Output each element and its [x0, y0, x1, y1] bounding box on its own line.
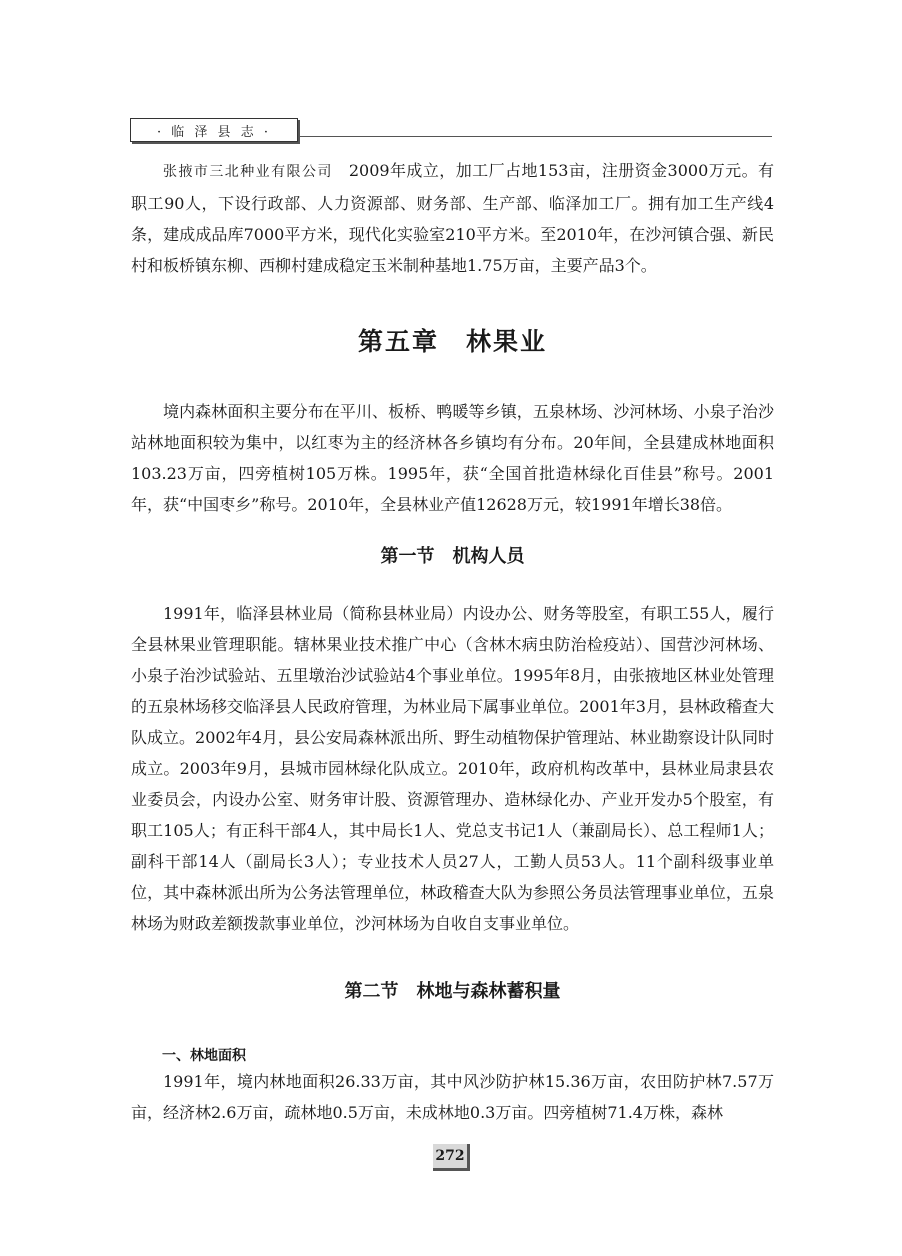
page-number-text: 272 [435, 1148, 465, 1164]
company-paragraph [131, 155, 774, 281]
section-2-paragraph: 1991年，境内林地面积26.33万亩，其中风沙防护林15.36万亩，农田防护林7.57万亩，经济林2.6万亩，疏林地0.5万亩，未成林地0.3万亩。四旁植树71.4万株，森林 [131, 1072, 774, 1122]
header-rule [298, 136, 772, 137]
running-header-label: · 临 泽 县 志 · [157, 124, 271, 140]
section-2-title: 第二节 林地与森林蓄积量 [344, 981, 561, 1002]
company-paragraph-text: 2009年成立，加工厂占地153亩，注册资金3000万元。有职工90人，下设行政部、人力资源部、财务部、生产部、临泽加工厂。拥有加工生产线4条，建成成品库7000平方米，现代化实验室210平方米。至2010年，在沙河镇合强、新民村和板桥镇东柳、西柳村建成稳定玉米制种基地1.75万亩，主要产品3个。 [131, 161, 775, 275]
page-number [433, 1144, 470, 1171]
section-1-paragraph: 1991年，临泽县林业局（简称县林业局）内设办公、财务等股室，有职工55人，履行全县林果业管理职能。辖林果业技术推广中心（含林木病虫防治检疫站）、国营沙河林场、小泉子治沙试验站、五里墩治沙试验站4个事业单位。1995年8月，由张掖地区林业处管理的五泉林场移交临泽县人民政府管理，为林业局下属事业单位。2001年3月，县林政稽查大队成立。2002年4月，县公安局森林派出所、野生动植物保护管理站、林业勘察设计队同时成立。2003年9月，县城市园林绿化队成立。2010年，政府机构改革中，县林业局隶县农业委员会，内设办公室、财务审计股、资源管理办、造林绿化办、产业开发办5个股室，有职工105人；有正科干部4人，其中局长1人、党总支书记1人（兼副局长）、总工程师1人；副科干部14人（副局长3人）；专业技术人员27人，工勤人员53人。11个副科级事业单位，其中森林派出所为公务法管理单位，林政稽查大队为参照公务员法管理事业单位，五泉林场为财政差额拨款事业单位，沙河林场为自收自支事业单位。 [131, 604, 774, 933]
running-header [130, 118, 298, 142]
intro-paragraph: 境内森林面积主要分布在平川、板桥、鸭暖等乡镇，五泉林场、沙河林场、小泉子治沙站林地面积较为集中，以红枣为主的经济林各乡镇均有分布。20年间，全县建成林地面积103.23万亩，四旁植树105万株。1995年，获“全国首批造林绿化百佳县”称号。2001年，获“中国枣乡”称号。2010年，全县林业产值12628万元，较1991年增长38倍。 [131, 402, 774, 514]
subsection-title: 一、林地面积 [162, 1048, 246, 1064]
company-name: 张掖市三北种业有限公司 [163, 164, 333, 180]
chapter-title: 第五章 林果业 [357, 327, 547, 356]
section-1-title: 第一节 机构人员 [380, 546, 525, 567]
